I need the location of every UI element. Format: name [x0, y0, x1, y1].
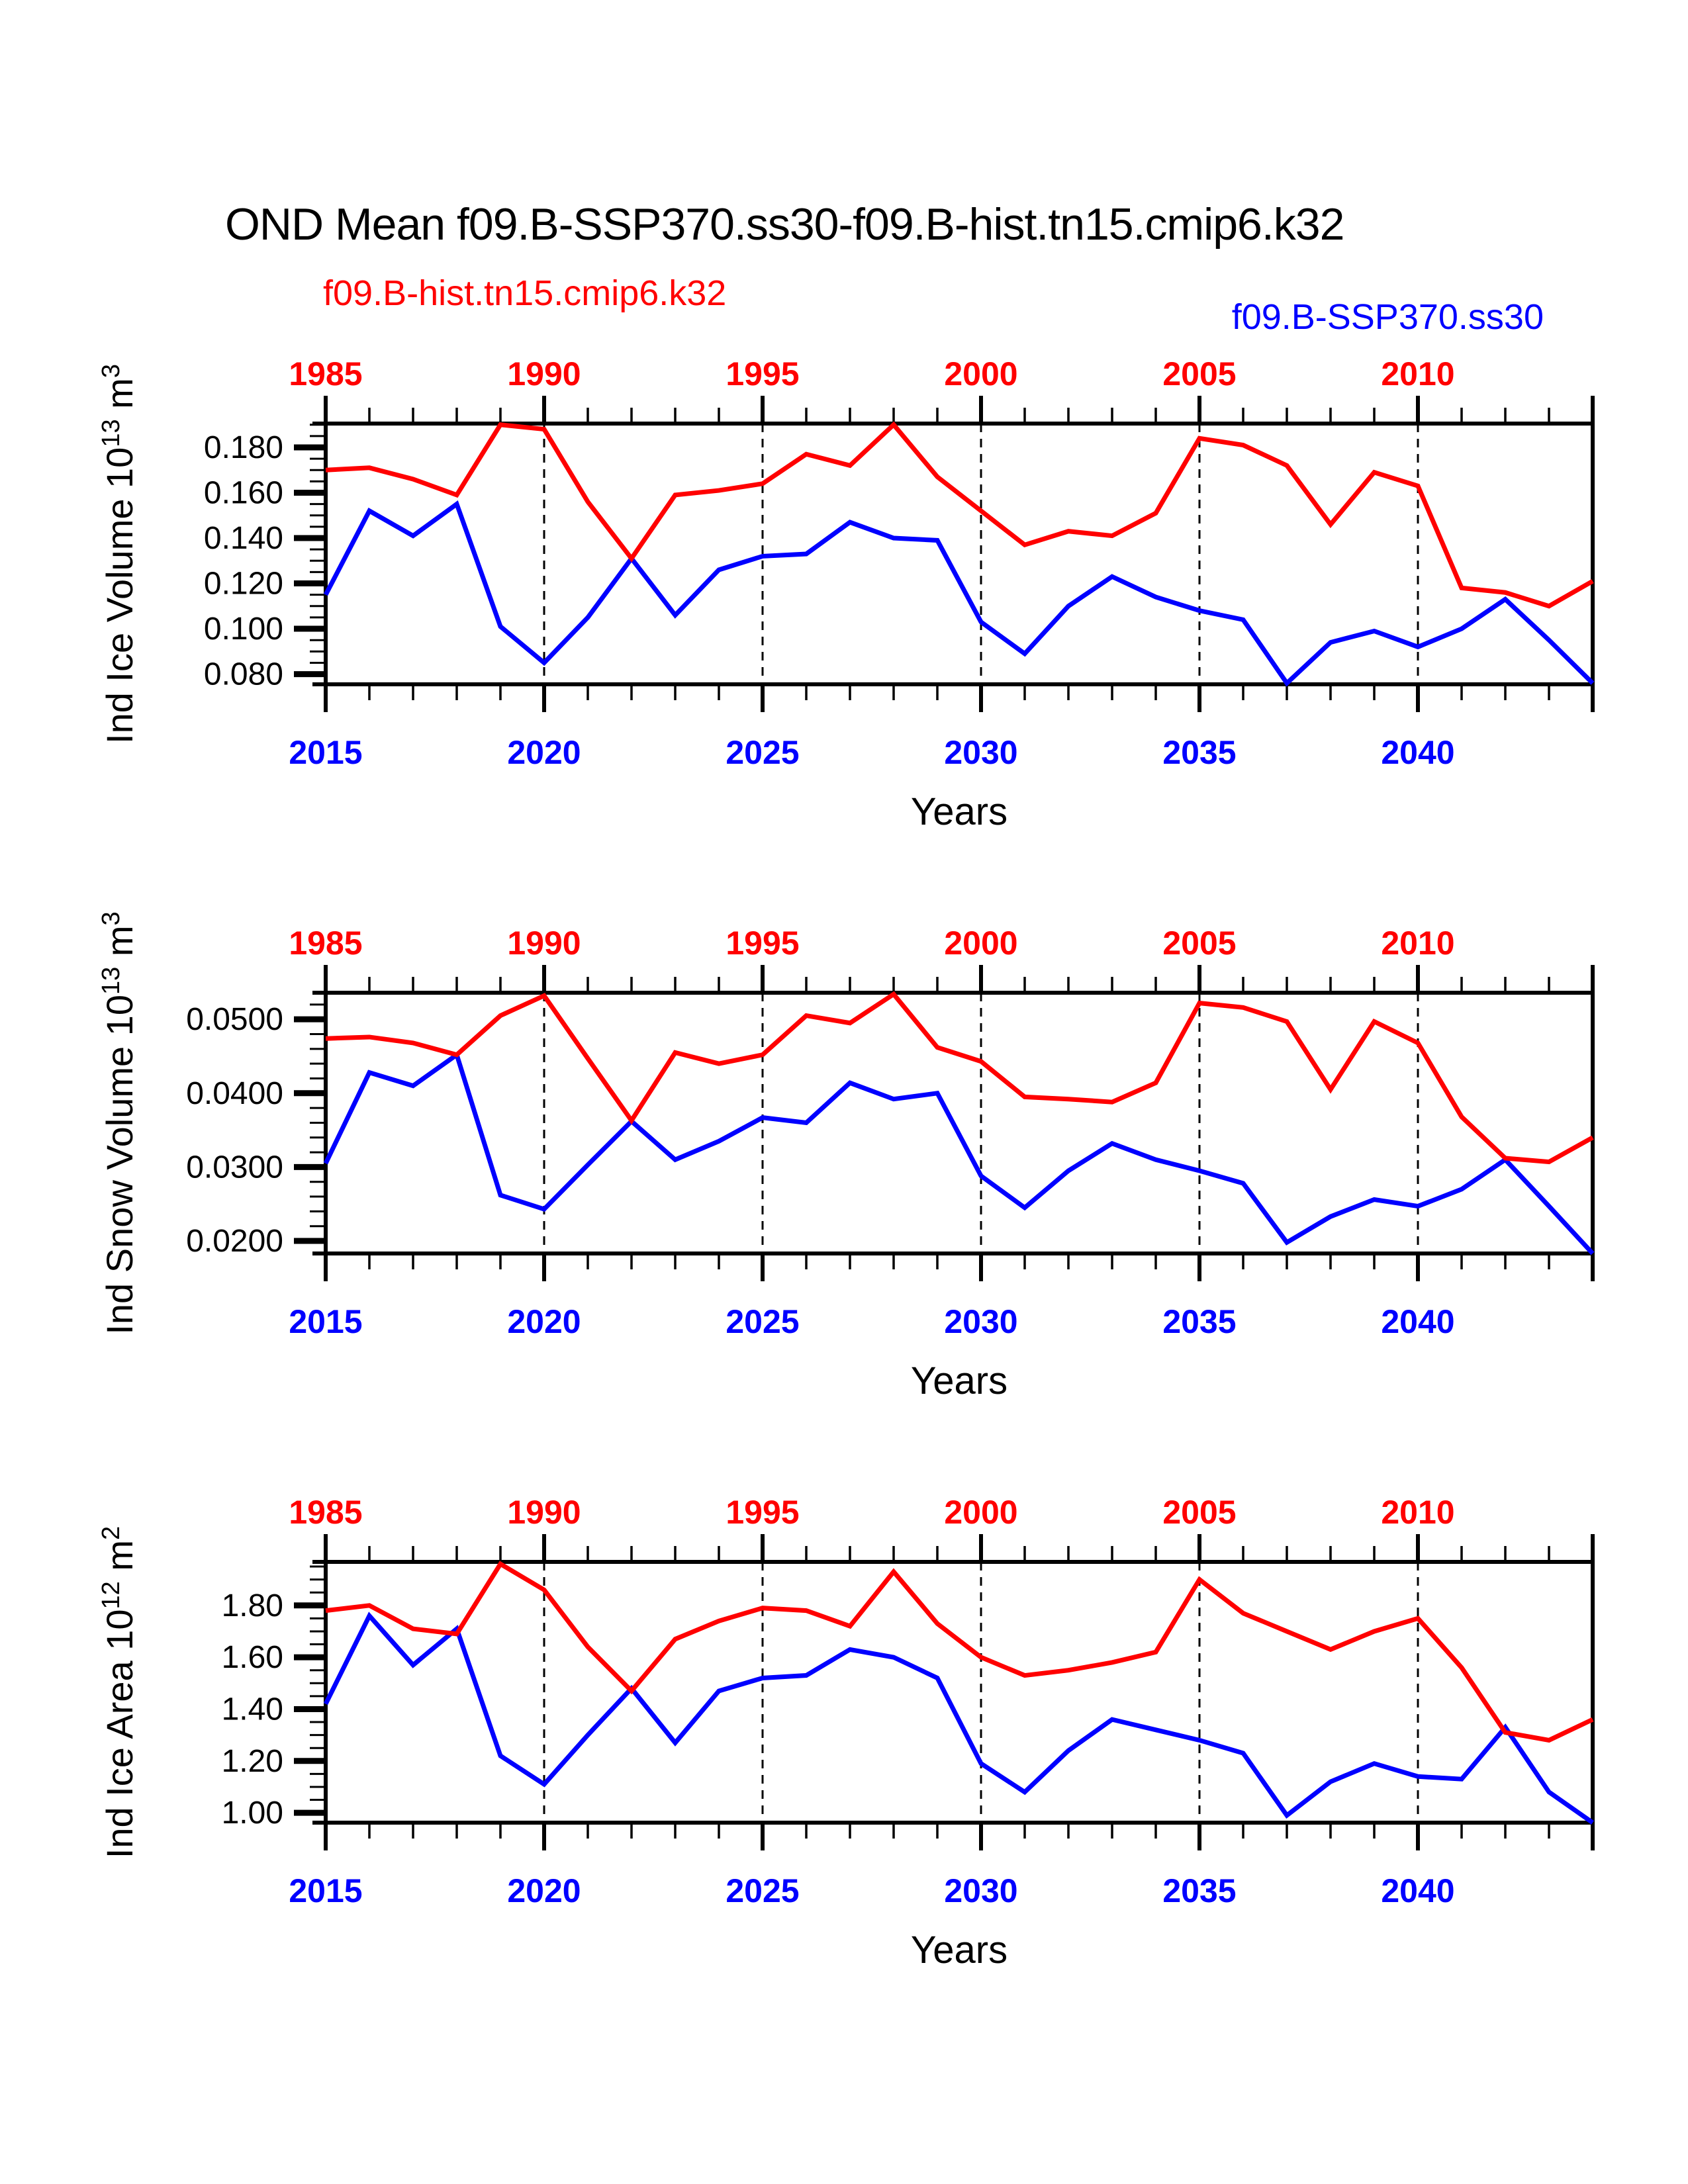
top-axis-label: 2005 [1162, 355, 1237, 392]
bottom-axis-label: 2030 [944, 1303, 1018, 1340]
bottom-axis-label: 2025 [726, 1872, 800, 1909]
hist-line [326, 1564, 1593, 1740]
y-tick-label: 0.0400 [186, 1075, 283, 1111]
bottom-axis-label: 2015 [289, 734, 363, 771]
top-axis-label: 2010 [1381, 1494, 1455, 1531]
bottom-axis-label: 2025 [726, 1303, 800, 1340]
bottom-axis-label: 2040 [1381, 1872, 1455, 1909]
y-tick-label: 0.140 [203, 521, 283, 557]
top-axis-label: 2000 [944, 355, 1018, 392]
plot-box [326, 993, 1593, 1253]
x-axis-title: Years [910, 1359, 1008, 1402]
y-tick-label: 0.0200 [186, 1224, 283, 1259]
top-axis-label: 2010 [1381, 925, 1455, 962]
bottom-axis-label: 2040 [1381, 734, 1455, 771]
ssp-line [326, 1055, 1593, 1253]
y-tick-label: 1.80 [221, 1588, 283, 1623]
top-axis-label: 1995 [726, 925, 800, 962]
y-tick-label: 0.080 [203, 657, 283, 692]
top-axis-label: 2000 [944, 1494, 1018, 1531]
top-axis-label: 2000 [944, 925, 1018, 962]
y-tick-label: 0.120 [203, 566, 283, 602]
top-axis-label: 2005 [1162, 925, 1237, 962]
y-axis-title: Ind Ice Volume $10^{13}$ $m^3$ [97, 364, 140, 744]
top-axis-label: 1990 [507, 925, 581, 962]
chart-panel-3 [97, 1494, 1593, 1972]
top-axis-label: 2010 [1381, 355, 1455, 392]
bottom-axis-label: 2035 [1162, 734, 1237, 771]
y-axis-title: Ind Snow Volume $10^{13}$ $m^3$ [97, 911, 140, 1335]
y-tick-label: 1.20 [221, 1743, 283, 1779]
page-title: OND Mean f09.B-SSP370.ss30-f09.B-hist.tn15.cmip6.k32 [225, 199, 1344, 250]
bottom-axis-label: 2025 [726, 734, 800, 771]
y-tick-label: 0.0500 [186, 1002, 283, 1038]
bottom-axis-label: 2030 [944, 1872, 1018, 1909]
plot-box [326, 424, 1593, 684]
bottom-axis-label: 2020 [507, 734, 581, 771]
top-axis-label: 1985 [289, 355, 363, 392]
legend-hist-label: f09.B-hist.tn15.cmip6.k32 [323, 273, 727, 313]
bottom-axis-label: 2035 [1162, 1872, 1237, 1909]
ssp-line [326, 504, 1593, 684]
plot-box [326, 1562, 1593, 1823]
legend-ssp-label: f09.B-SSP370.ss30 [1231, 297, 1544, 337]
bottom-axis-label: 2030 [944, 734, 1018, 771]
top-axis-label: 1985 [289, 925, 363, 962]
y-tick-label: 1.60 [221, 1640, 283, 1676]
chart-panel-1 [97, 355, 1593, 833]
bottom-axis-label: 2015 [289, 1303, 363, 1340]
y-tick-label: 0.0300 [186, 1150, 283, 1185]
bottom-axis-label: 2040 [1381, 1303, 1455, 1340]
bottom-axis-label: 2015 [289, 1872, 363, 1909]
y-tick-label: 0.100 [203, 612, 283, 647]
top-axis-label: 1995 [726, 355, 800, 392]
top-axis-label: 1990 [507, 1494, 581, 1531]
x-axis-title: Years [910, 1929, 1008, 1972]
y-tick-label: 1.00 [221, 1796, 283, 1831]
ssp-line [326, 1615, 1593, 1823]
y-tick-label: 0.180 [203, 430, 283, 465]
bottom-axis-label: 2020 [507, 1303, 581, 1340]
y-tick-label: 0.160 [203, 475, 283, 511]
bottom-axis-label: 2020 [507, 1872, 581, 1909]
x-axis-title: Years [910, 790, 1008, 833]
top-axis-label: 2005 [1162, 1494, 1237, 1531]
top-axis-label: 1990 [507, 355, 581, 392]
top-axis-label: 1995 [726, 1494, 800, 1531]
chart-panel-2 [97, 911, 1593, 1402]
y-tick-label: 1.40 [221, 1692, 283, 1727]
bottom-axis-label: 2035 [1162, 1303, 1237, 1340]
y-axis-title: Ind Ice Area $10^{12}$ $m^2$ [97, 1525, 140, 1859]
top-axis-label: 1985 [289, 1494, 363, 1531]
